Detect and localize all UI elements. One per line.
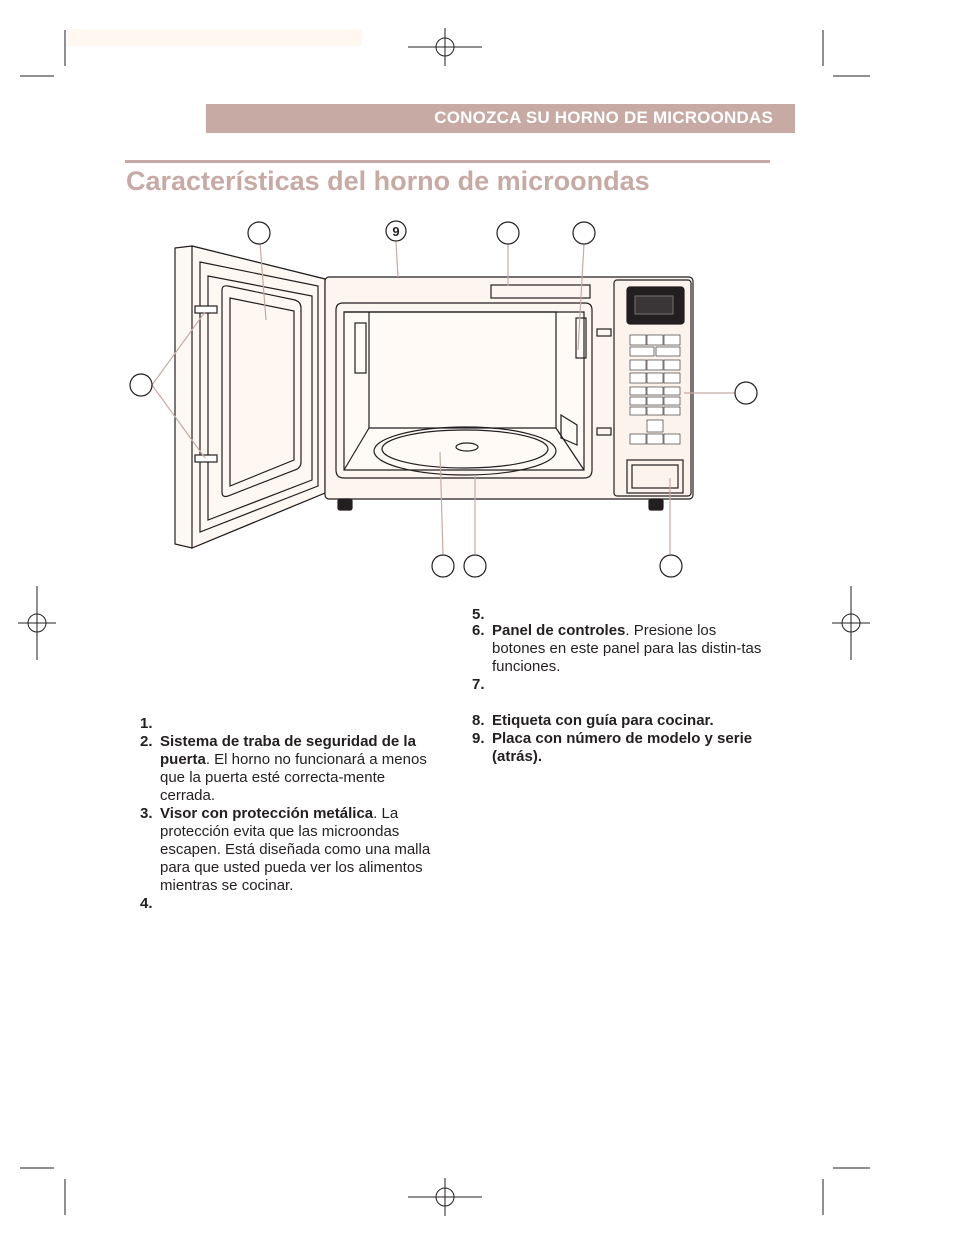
feature-list-left: 1. 2. Sistema de traba de seguridad de la puerta. El horno no funcionará a menos que la puerta esté correcta-mente cerrada. 3. Visor con protección metálica. La protección evita que las microondas escapen. Está diseñada como una malla para que usted pueda ver los alimentos mientras se cocinar. 4. [140, 715, 440, 895]
callout-circle [464, 555, 486, 577]
foot-right [649, 499, 663, 510]
feature-item-3: 3. Visor con protección metálica. La protección evita que las microondas escapen. Está diseñada como una malla para que usted pueda ver los alimentos mientras se cocinar. [140, 805, 431, 894]
title-rule [125, 160, 770, 163]
target-bottom [408, 1178, 482, 1216]
section-header-title: CONOZCA SU HORNO DE MICROONDAS [434, 108, 773, 127]
target-right [832, 586, 870, 660]
callout-circle [573, 222, 595, 244]
cavity [344, 312, 584, 470]
door-inner [192, 246, 325, 548]
callout-circle [660, 555, 682, 577]
feature-list-right: 5. 6. Panel de controles. Presione los botones en este panel para las distin-tas funciones. 7. 8. Etiqueta con guía para cocinar. 9. Placa con número de modelo y serie (atrás). [472, 606, 772, 766]
page-title: Características del horno de microondas [126, 166, 650, 196]
feature-item-6: 6. Panel de controles. Presione los botones en este panel para las distin-tas funciones. [472, 622, 762, 675]
callout-circle [497, 222, 519, 244]
foot-left [338, 499, 352, 510]
target-top [408, 28, 482, 66]
microwave-diagram [125, 215, 765, 585]
feature-item-2: 2. Sistema de traba de seguridad de la puerta. El horno no funcionará a menos que la puerta esté correcta-mente cerrada. [140, 733, 427, 804]
callout-circle [130, 374, 152, 396]
target-left [18, 586, 56, 660]
display-window [635, 296, 673, 314]
latch-bottom [195, 455, 217, 462]
section-header-bar [206, 104, 795, 133]
latch-top [195, 306, 217, 313]
callout-circle [735, 382, 757, 404]
callout-circle [248, 222, 270, 244]
feature-item-8: 8. Etiqueta con guía para cocinar. [472, 712, 714, 729]
feature-item-9: 9. Placa con número de modelo y serie (atrás). [472, 730, 753, 765]
callout-nine-label: 9 [392, 224, 400, 239]
callout-circle [432, 555, 454, 577]
